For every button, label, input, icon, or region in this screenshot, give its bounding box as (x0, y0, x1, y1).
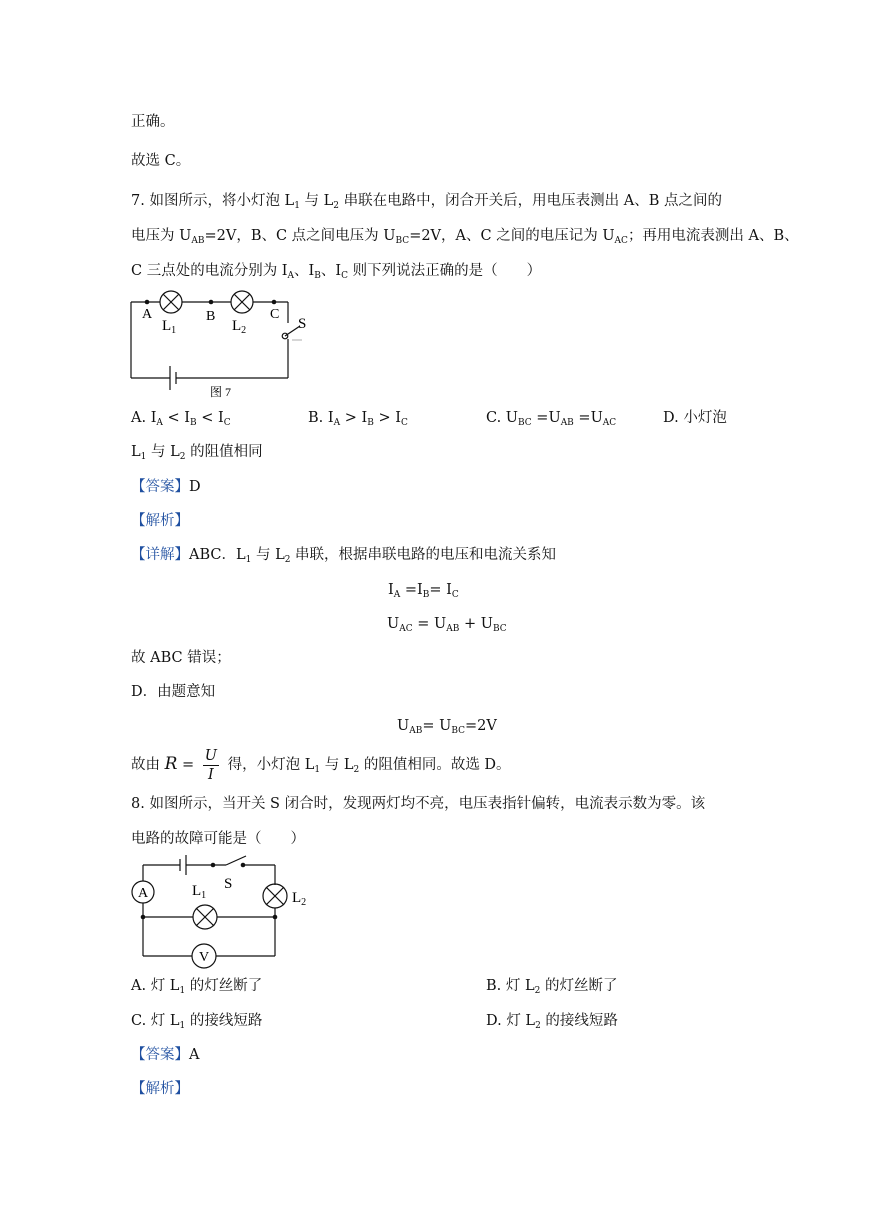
text-line: 故选 C。 (131, 153, 191, 169)
option-8-b: B. 灯 $L_2$ 的灯丝断了 (486, 978, 618, 996)
conclusion-7: 故由 R = $\frac{U}{I}$ 得，小灯泡 $L_1$ 与 $L_2$ 的阻值相同。故选 D。 (131, 747, 511, 783)
equation-current: $I_A =I_B= I_C$ (388, 582, 459, 600)
answer-8: 【答案】A (131, 1047, 200, 1063)
option-8-a: A. 灯 $L_1$ 的灯丝断了 (131, 978, 263, 996)
switch-s-label: S (224, 876, 233, 892)
question-7-line-1: 7. 如图所示，将小灯泡 $L_1$ 与 $L_2$ 串联在电路中，闭合开关后，用电压表测出 A、B 点之间的 (131, 193, 722, 211)
lamp-l1-label: $L_1$ (192, 883, 207, 901)
switch-s-label: S (298, 316, 307, 332)
equation-voltage: $U_{AC} = U_{AB} + U_{BC}$ (387, 616, 507, 634)
answer-7: 【答案】D (131, 479, 201, 495)
point-b-label: B (206, 309, 216, 324)
d-line: D．由题意知 (131, 684, 216, 700)
question-8-line-2: 电路的故障可能是（ ） (131, 831, 305, 847)
option-d-continued: $L_1$ 与 $L_2$ 的阻值相同 (131, 444, 263, 462)
analysis-7-tag: 【解析】 (131, 513, 189, 529)
abc-wrong: 故 ABC 错误； (131, 650, 231, 666)
circuit-diagram-8 (128, 855, 328, 973)
option-8-c: C. 灯 $L_1$ 的接线短路 (131, 1013, 263, 1031)
option-b: B. $I_A > I_B > I_C$ (308, 410, 408, 428)
lamp-l2-label: $L_2$ (232, 318, 247, 336)
option-c: C. $U_{BC} =U_{AB} =U_{AC}$ (486, 410, 617, 428)
point-a-label: A (142, 307, 153, 322)
fraction-u-over-i: $\frac{U}{I}$ (204, 747, 218, 783)
question-7-line-2: 电压为 $U_{AB}=2V$，B、C 点之间电压为 $U_{BC}=2V$，A、C 之间的电压记为 $U_{AC}$；再用电流表测出 A、B、 (131, 228, 799, 246)
voltmeter-label: V (199, 950, 210, 965)
figure-caption: 图 7 (210, 385, 232, 399)
lamp-l1-label: $L_1$ (162, 318, 177, 336)
option-8-d: D. 灯 $L_2$ 的接线短路 (486, 1013, 618, 1031)
circuit-diagram-7 (120, 288, 320, 404)
option-d: D. 小灯泡 (663, 410, 727, 426)
analysis-8-tag: 【解析】 (131, 1081, 189, 1097)
option-a: A. $I_A < I_B < I_C$ (131, 410, 231, 428)
point-c-label: C (270, 307, 280, 322)
equation-u: $U_{AB}= U_{BC}=2V$ (397, 718, 497, 736)
detail-7: 【详解】ABC．$L_1$ 与 $L_2$ 串联，根据串联电路的电压和电流关系知 (131, 547, 557, 565)
ammeter-label: A (138, 886, 149, 901)
question-7-line-3: C 三点处的电流分别为 $I_A$、$I_B$、$I_C$ 则下列说法正确的是（ ） (131, 263, 542, 281)
text-line: 正确。 (131, 114, 175, 130)
question-8-line-1: 8. 如图所示，当开关 S 闭合时，发现两灯均不亮，电压表指针偏转，电流表示数为零。该 (131, 796, 706, 812)
lamp-l2-label: $L_2$ (292, 890, 307, 908)
